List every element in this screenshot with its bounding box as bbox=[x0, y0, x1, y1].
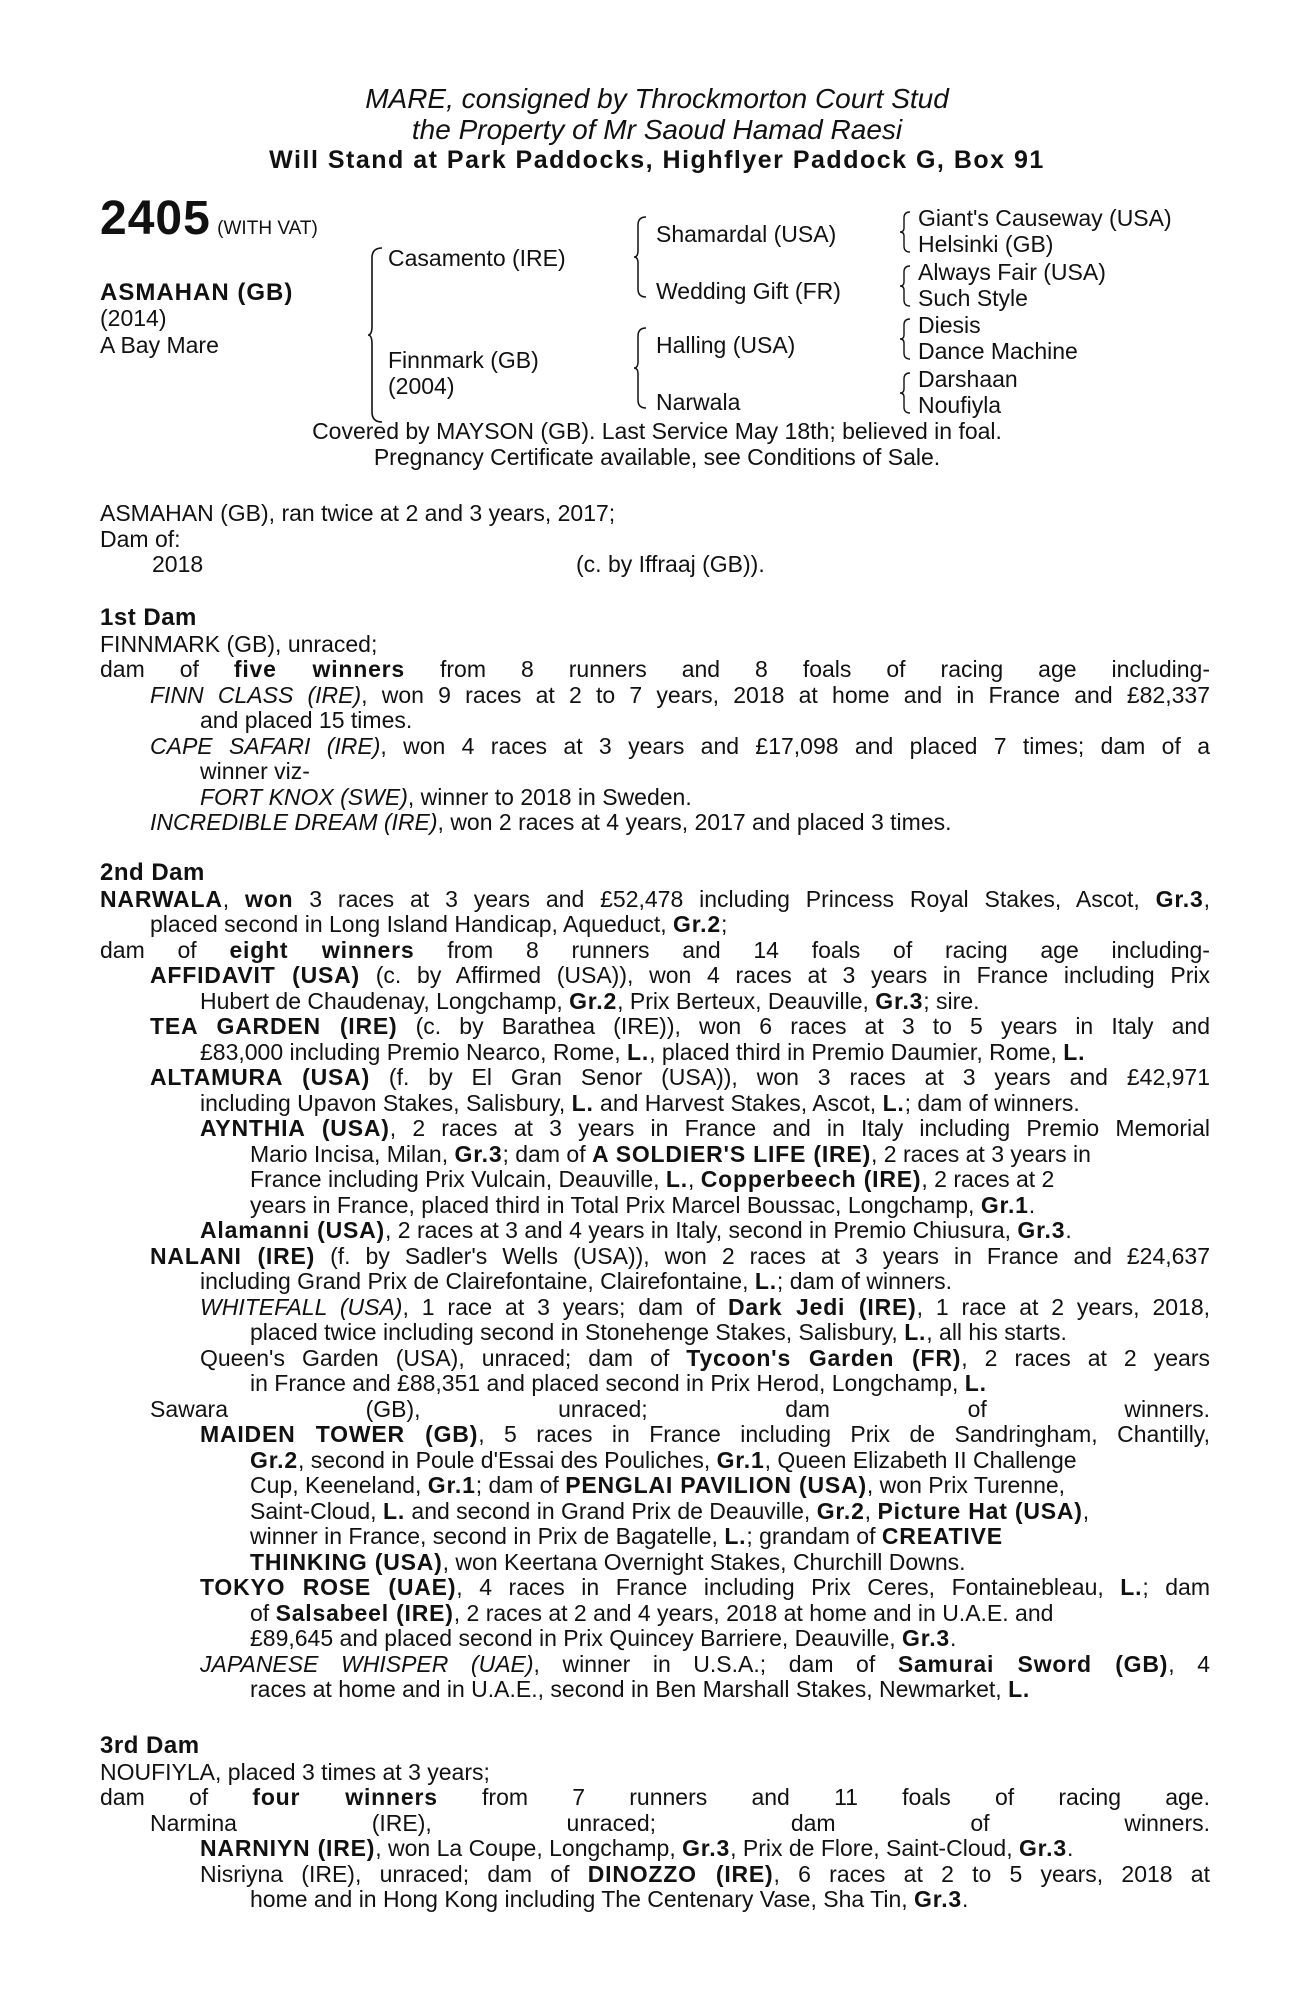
text-run: , 4 races in France including Prix Ceres, Fontainebleau, bbox=[456, 1575, 1121, 1600]
text-run: , 4 bbox=[1168, 1651, 1210, 1677]
text-run: , 2 races at 2 bbox=[921, 1167, 1055, 1192]
text-run: , 6 races at 2 to 5 years, 2018 at bbox=[773, 1861, 1210, 1887]
gen3-brace-2 bbox=[900, 264, 912, 308]
horse-description: A Bay Mare bbox=[100, 332, 219, 358]
bold-text: Gr.2 bbox=[569, 988, 618, 1014]
pedigree-gen3-2: Helsinki (GB) bbox=[918, 231, 1054, 257]
section-heading: 3rd Dam bbox=[100, 1732, 200, 1759]
text-run: home and in Hong Kong including The Centenary Vase, Sha Tin, bbox=[250, 1887, 915, 1912]
text-run: , won Keertana Overnight Stakes, Churchill Downs. bbox=[442, 1549, 966, 1575]
third-dam-section bbox=[100, 1733, 1210, 1913]
section-body bbox=[100, 632, 1210, 836]
bold-text: L. bbox=[1008, 1677, 1031, 1702]
text-run: £83,000 including Premio Nearco, Rome, bbox=[200, 1039, 628, 1065]
pedigree-line bbox=[150, 1244, 1210, 1270]
sire-line-brace bbox=[634, 215, 648, 299]
pedigree-line bbox=[250, 1193, 1210, 1219]
text-run: Nisriyna (IRE), unraced; dam of bbox=[200, 1861, 588, 1887]
pedigree-line bbox=[150, 1397, 1210, 1423]
pedigree-line bbox=[200, 1269, 1210, 1295]
pedigree-line bbox=[250, 1499, 1210, 1525]
pedigree-gen3-6: Dance Machine bbox=[918, 338, 1078, 364]
text-run: , won 2 races at 4 years, 2017 and placed 3 times. bbox=[437, 810, 952, 835]
produce-year: 2018 bbox=[152, 551, 204, 577]
text-run: (c. by Barathea (IRE)), won 6 races at 3 to 5 years in Italy and bbox=[397, 1014, 1210, 1039]
pedigree-line bbox=[100, 887, 1210, 913]
text-run: (c. by Affirmed (USA)), won 4 races at 3 years in France including Prix bbox=[360, 963, 1210, 988]
pedigree-gen3-5: Diesis bbox=[918, 312, 981, 338]
pedigree-line bbox=[250, 1677, 1210, 1703]
pedigree-gen3-7: Darshaan bbox=[918, 366, 1018, 392]
text-run: (f. by El Gran Senor (USA)), won 3 races at 3 years and £42,971 bbox=[370, 1065, 1210, 1090]
pedigree-gen3-1: Giant's Causeway (USA) bbox=[918, 205, 1172, 231]
pedigree-gen3-4: Such Style bbox=[918, 285, 1028, 311]
text-run: , Prix de Flore, Saint-Cloud, bbox=[730, 1836, 1019, 1861]
gen3-brace-4 bbox=[900, 371, 912, 415]
produce-description: (c. by Iffraaj (GB)). bbox=[576, 551, 765, 577]
text-run: and second in Grand Prix de Deauville, bbox=[405, 1498, 817, 1524]
text-run: winner in France, second in Prix de Bagatelle, bbox=[250, 1524, 725, 1549]
bold-text: L. bbox=[882, 1090, 905, 1116]
text-run: placed second in Long Island Handicap, Aqueduct, bbox=[150, 912, 673, 937]
pedigree-gen3-3: Always Fair (USA) bbox=[918, 259, 1106, 285]
text-run: £89,645 and placed second in Prix Quincey Barriere, Deauville, bbox=[250, 1626, 903, 1651]
text-run: . bbox=[962, 1887, 969, 1912]
text-run: Saint-Cloud, bbox=[250, 1498, 383, 1524]
pedigree-line bbox=[250, 1371, 1210, 1397]
bold-text: Gr.3 bbox=[682, 1836, 731, 1861]
bold-text: Gr.3 bbox=[1155, 886, 1204, 912]
pedigree-line bbox=[100, 657, 1210, 683]
pregnancy-note: Pregnancy Certificate available, see Conditions of Sale. bbox=[373, 444, 941, 470]
text-run: ; bbox=[720, 912, 728, 937]
pedigree-line bbox=[200, 1575, 1210, 1601]
pedigree-line bbox=[250, 1550, 1210, 1576]
bold-text: L. bbox=[1063, 1039, 1086, 1065]
bold-text: Gr.3 bbox=[454, 1141, 503, 1167]
bold-text: NARNIYN (IRE) bbox=[200, 1836, 376, 1861]
pedigree-line bbox=[200, 708, 1210, 734]
text-run: Queen's Garden (USA), unraced; dam of bbox=[200, 1345, 687, 1371]
pedigree-dam-sire: Halling (USA) bbox=[656, 332, 796, 358]
bold-text: Tycoon's Garden (FR) bbox=[686, 1345, 962, 1371]
bold-text: five winners bbox=[233, 657, 406, 682]
bold-text: NALANI (IRE) bbox=[150, 1243, 316, 1269]
bold-text: Picture Hat (USA) bbox=[877, 1498, 1083, 1524]
italic-text: FINN CLASS (IRE) bbox=[150, 682, 362, 708]
bold-text: L. bbox=[904, 1320, 927, 1345]
bold-text: Gr.3 bbox=[1017, 1218, 1066, 1243]
text-run: placed twice including second in Stonehenge Stakes, Salisbury, bbox=[250, 1320, 905, 1345]
pedigree-line bbox=[250, 1448, 1210, 1474]
italic-text: CAPE SAFARI (IRE) bbox=[150, 733, 381, 759]
pedigree-line bbox=[200, 1862, 1210, 1888]
bold-text: DINOZZO (IRE) bbox=[587, 1861, 774, 1887]
pedigree-line bbox=[200, 1218, 1210, 1244]
sire-dam-brace bbox=[368, 246, 384, 424]
header-line-location: Will Stand at Park Paddocks, Highflyer Paddock G, Box 91 bbox=[269, 146, 1045, 174]
bold-text: Gr.1 bbox=[716, 1447, 765, 1473]
bold-text: four winners bbox=[252, 1785, 438, 1810]
text-run: , all his starts. bbox=[926, 1320, 1067, 1345]
pedigree-line bbox=[150, 734, 1210, 760]
lot-number-block bbox=[100, 192, 318, 245]
pedigree-line bbox=[250, 1320, 1210, 1346]
pedigree-line bbox=[200, 1836, 1210, 1862]
section-heading: 2nd Dam bbox=[100, 859, 205, 886]
pedigree-dam-year: (2004) bbox=[388, 373, 455, 399]
italic-text: INCREDIBLE DREAM (IRE) bbox=[150, 810, 438, 835]
bold-text: Gr.2 bbox=[816, 1498, 865, 1524]
text-run: , won La Coupe, Longchamp, bbox=[375, 1836, 683, 1861]
bold-text: L. bbox=[724, 1524, 747, 1549]
text-run: races at home and in U.A.E., second in Ben Marshall Stakes, Newmarket, bbox=[250, 1677, 1009, 1702]
pedigree-line bbox=[200, 1040, 1210, 1066]
pedigree-line bbox=[100, 1785, 1210, 1811]
text-run: including Grand Prix de Clairefontaine, Clairefontaine, bbox=[200, 1269, 755, 1294]
pedigree-line bbox=[200, 1652, 1210, 1678]
lot-number: 2405 bbox=[100, 192, 211, 245]
text-run: , bbox=[1082, 1498, 1090, 1524]
text-run: including Upavon Stakes, Salisbury, bbox=[200, 1090, 572, 1116]
pedigree-line bbox=[250, 1524, 1210, 1550]
text-run: NOUFIYLA, placed 3 times at 3 years; bbox=[100, 1759, 490, 1785]
pedigree-dam: Finnmark (GB) bbox=[388, 347, 539, 373]
text-run: , bbox=[1203, 886, 1210, 912]
text-run: , winner to 2018 in Sweden. bbox=[407, 784, 692, 810]
bold-text: Alamanni (USA) bbox=[200, 1218, 385, 1243]
first-dam-section bbox=[100, 605, 1210, 836]
pedigree-line bbox=[100, 632, 1210, 658]
text-run: dam of bbox=[100, 937, 230, 963]
text-run: Mario Incisa, Milan, bbox=[250, 1141, 455, 1167]
text-run: , 2 races at 3 years in bbox=[871, 1141, 1091, 1167]
pedigree-line bbox=[200, 1346, 1210, 1372]
text-run: , placed third in Premio Daumier, Rome, bbox=[649, 1039, 1064, 1065]
bold-text: eight winners bbox=[229, 937, 415, 963]
bold-text: CREATIVE bbox=[881, 1524, 1003, 1549]
text-run: . bbox=[950, 1626, 957, 1651]
text-run: , won 4 races at 3 years and £17,098 and placed 7 times; dam of a bbox=[380, 733, 1210, 759]
text-run: Narmina (IRE), unraced; dam of winners. bbox=[150, 1810, 1210, 1836]
pedigree-line bbox=[250, 1601, 1210, 1627]
bold-text: Copperbeech (IRE) bbox=[700, 1167, 922, 1192]
bold-text: Gr.3 bbox=[1018, 1836, 1067, 1861]
text-run: , Queen Elizabeth II Challenge bbox=[764, 1447, 1077, 1473]
text-run: (f. by Sadler's Wells (USA)), won 2 races at 3 years in France and £24,637 bbox=[315, 1243, 1210, 1269]
text-run: , won Prix Turenne, bbox=[866, 1473, 1066, 1498]
cover-note: Covered by MAYSON (GB). Last Service May 18th; believed in foal. bbox=[312, 418, 1002, 444]
pedigree-line bbox=[150, 683, 1210, 709]
text-run: , 2 races at 2 and 4 years, 2018 at home and in U.A.E. and bbox=[453, 1600, 1054, 1626]
text-run: of bbox=[250, 1600, 276, 1626]
bold-text: Gr.3 bbox=[914, 1887, 962, 1912]
bold-text: PENGLAI PAVILION (USA) bbox=[565, 1473, 867, 1498]
text-run: Sawara (GB), unraced; dam of winners. bbox=[150, 1396, 1210, 1422]
bold-text: Gr.3 bbox=[875, 988, 924, 1014]
bold-text: L. bbox=[754, 1269, 777, 1294]
bold-text: L. bbox=[627, 1039, 650, 1065]
pedigree-line bbox=[200, 785, 1210, 811]
pedigree-line bbox=[200, 1422, 1210, 1448]
italic-text: WHITEFALL (USA) bbox=[200, 1294, 403, 1320]
pedigree-line bbox=[250, 1167, 1210, 1193]
bold-text: Salsabeel (IRE) bbox=[275, 1600, 454, 1626]
text-run: winner viz- bbox=[200, 759, 310, 784]
pedigree-line bbox=[250, 1473, 1210, 1499]
text-run: . bbox=[1028, 1192, 1036, 1218]
text-run: ; dam bbox=[1142, 1575, 1210, 1600]
pedigree-line bbox=[150, 912, 1210, 938]
text-run: from 8 runners and 14 foals of racing age including- bbox=[414, 937, 1210, 963]
pedigree-sire-sire: Shamardal (USA) bbox=[656, 221, 837, 247]
header-line-property: the Property of Mr Saoud Hamad Raesi bbox=[411, 114, 903, 145]
bold-text: Gr.2 bbox=[250, 1447, 298, 1473]
pedigree-line bbox=[150, 963, 1210, 989]
text-run: dam of bbox=[100, 657, 234, 682]
text-run: ; dam of winners. bbox=[776, 1269, 953, 1294]
text-run: and placed 15 times. bbox=[200, 708, 413, 733]
section-body bbox=[100, 887, 1210, 1703]
race-record: ASMAHAN (GB), ran twice at 2 and 3 years, 2017; bbox=[100, 500, 616, 526]
bold-text: won bbox=[245, 886, 294, 912]
bold-text: AFFIDAVIT (USA) bbox=[150, 963, 361, 988]
bold-text: AYNTHIA (USA) bbox=[200, 1116, 390, 1141]
pedigree-line bbox=[150, 810, 1210, 836]
bold-text: Gr.1 bbox=[980, 1192, 1029, 1218]
text-run: FINNMARK (GB), unraced; bbox=[100, 631, 378, 657]
text-run: , bbox=[864, 1498, 878, 1524]
section-heading: 1st Dam bbox=[100, 604, 197, 631]
text-run: , 2 races at 3 and 4 years in Italy, second in Premio Chiusura, bbox=[385, 1218, 1018, 1243]
bold-text: L. bbox=[382, 1498, 406, 1524]
pedigree-line bbox=[150, 1811, 1210, 1837]
horse-name: ASMAHAN (GB) bbox=[100, 279, 294, 306]
text-run: , 2 races at 2 years bbox=[961, 1345, 1210, 1371]
bold-text: L. bbox=[665, 1167, 688, 1192]
pedigree-gen3-8: Noufiyla bbox=[918, 392, 1002, 418]
text-run: years in France, placed third in Total Prix Marcel Boussac, Longchamp, bbox=[250, 1192, 981, 1218]
text-run: dam of bbox=[100, 1785, 253, 1810]
text-run: , won 9 races at 2 to 7 years, 2018 at home and in France and £82,337 bbox=[361, 682, 1210, 708]
pedigree-sire-dam: Wedding Gift (FR) bbox=[656, 278, 841, 304]
bold-text: Dark Jedi (IRE) bbox=[728, 1294, 917, 1320]
text-run: Hubert de Chaudenay, Longchamp, bbox=[200, 988, 570, 1014]
text-run: ; dam of bbox=[475, 1473, 566, 1498]
text-run: France including Prix Vulcain, Deauville, bbox=[250, 1167, 666, 1192]
section-body bbox=[100, 1760, 1210, 1913]
text-run: 3 races at 3 years and £52,478 including Princess Royal Stakes, Ascot, bbox=[293, 886, 1156, 912]
bold-text: MAIDEN TOWER (GB) bbox=[200, 1422, 479, 1447]
bold-text: NARWALA bbox=[100, 886, 223, 912]
text-run: , bbox=[222, 886, 245, 912]
bold-text: Gr.3 bbox=[902, 1626, 951, 1651]
text-run: , 2 races at 3 years in France and in Italy including Premio Memorial bbox=[389, 1116, 1210, 1141]
text-run: , Prix Berteux, Deauville, bbox=[617, 988, 876, 1014]
text-run: from 8 runners and 8 foals of racing age including- bbox=[405, 657, 1210, 682]
bold-text: THINKING (USA) bbox=[250, 1549, 443, 1575]
bold-text: L. bbox=[1120, 1575, 1143, 1600]
pedigree-line bbox=[100, 1760, 1210, 1786]
text-run: . bbox=[1065, 1218, 1072, 1243]
second-dam-section bbox=[100, 860, 1210, 1703]
dam-line-brace bbox=[634, 326, 648, 410]
pedigree-line bbox=[200, 989, 1210, 1015]
bold-text: A SOLDIER'S LIFE (IRE) bbox=[591, 1141, 872, 1167]
text-run: ; dam of winners. bbox=[904, 1090, 1080, 1116]
text-run: , winner in U.S.A.; dam of bbox=[533, 1651, 898, 1677]
bold-text: L. bbox=[571, 1090, 594, 1116]
pedigree-line bbox=[200, 1295, 1210, 1321]
text-run: in France and £88,351 and placed second in Prix Herod, Longchamp, bbox=[250, 1371, 965, 1396]
italic-text: JAPANESE WHISPER (UAE) bbox=[200, 1651, 534, 1677]
bold-text: ALTAMURA (USA) bbox=[150, 1065, 371, 1090]
bold-text: Gr.1 bbox=[427, 1473, 476, 1498]
text-run: , bbox=[687, 1167, 701, 1192]
bold-text: TOKYO ROSE (UAE) bbox=[200, 1575, 457, 1600]
bold-text: Samurai Sword (GB) bbox=[897, 1651, 1169, 1677]
pedigree-line bbox=[250, 1887, 1210, 1913]
text-run: and Harvest Stakes, Ascot, bbox=[593, 1090, 883, 1116]
dam-of-label: Dam of: bbox=[100, 526, 181, 552]
horse-year: (2014) bbox=[100, 305, 167, 331]
text-run: , 1 race at 2 years, 2018, bbox=[916, 1294, 1210, 1320]
pedigree-line bbox=[150, 1014, 1210, 1040]
pedigree-line bbox=[200, 1091, 1210, 1117]
text-run: ; sire. bbox=[923, 988, 980, 1014]
bold-text: L. bbox=[964, 1371, 987, 1396]
bold-text: TEA GARDEN (IRE) bbox=[150, 1014, 398, 1039]
italic-text: FORT KNOX (SWE) bbox=[200, 784, 408, 810]
text-run: ; grandam of bbox=[746, 1524, 882, 1549]
text-run: , 1 race at 3 years; dam of bbox=[402, 1294, 728, 1320]
pedigree-line bbox=[250, 1626, 1210, 1652]
gen3-brace-3 bbox=[900, 317, 912, 361]
text-run: . bbox=[1066, 1836, 1074, 1861]
pedigree-line bbox=[250, 1142, 1210, 1168]
gen3-brace-1 bbox=[900, 210, 912, 254]
text-run: , second in Poule d'Essai des Pouliches, bbox=[297, 1447, 717, 1473]
pedigree-line bbox=[200, 1116, 1210, 1142]
text-run: Cup, Keeneland, bbox=[250, 1473, 428, 1498]
bold-text: Gr.2 bbox=[673, 912, 721, 937]
pedigree-dam-dam: Narwala bbox=[656, 389, 741, 415]
pedigree-sire: Casamento (IRE) bbox=[388, 245, 566, 271]
text-run: ; dam of bbox=[502, 1141, 592, 1167]
pedigree-line bbox=[100, 938, 1210, 964]
vat-note: (WITH VAT) bbox=[217, 218, 318, 239]
text-run: , 5 races in France including Prix de Sandringham, Chantilly, bbox=[478, 1422, 1210, 1447]
text-run: from 7 runners and 11 foals of racing age. bbox=[437, 1785, 1210, 1810]
pedigree-line bbox=[150, 1065, 1210, 1091]
header-line-consignor: MARE, consigned by Throckmorton Court Stud bbox=[365, 83, 949, 114]
pedigree-line bbox=[200, 759, 1210, 785]
